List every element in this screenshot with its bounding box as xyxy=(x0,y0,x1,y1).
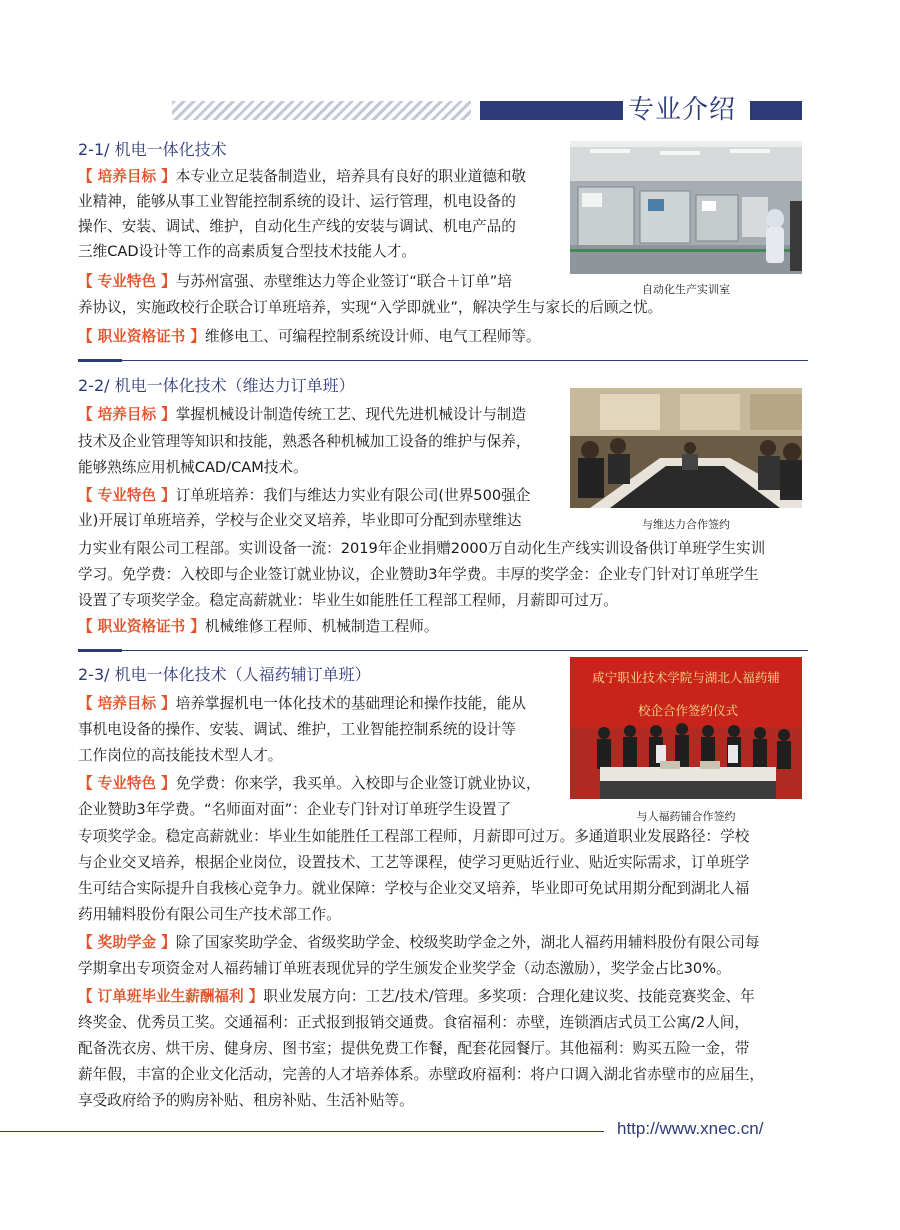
paragraph-line: 业)开展订单班培养，学校与企业交叉培养，毕业即可分配到赤壁维达 xyxy=(78,512,522,529)
paragraph-line: 【 专业特色 】免学费：你来学，我买单。入校即与企业签订就业协议， xyxy=(78,775,541,792)
banner-text-2: 校企合作签约仪式 xyxy=(637,703,739,718)
tag-label: 【 培养目标 】 xyxy=(78,168,176,185)
paragraph-line: 配备洗衣房、烘干房、健身房、图书室；提供免费工作餐，配套花园餐厅。其他福利：购买五险一金，带 xyxy=(78,1040,750,1057)
paragraph-line: 【 专业特色 】与苏州富强、赤壁维达力等企业签订“联合＋订单”培 xyxy=(78,273,512,290)
paragraph-line: 专项奖学金。稳定高薪就业：毕业生如能胜任工程部工程师，月薪即可过万。多通道职业发展路径：学校 xyxy=(78,828,750,845)
photo-caption: 与维达力合作签约 xyxy=(642,518,730,531)
paragraph-line: 设置了专项奖学金。稳定高薪就业：毕业生如能胜任工程部工程师，月薪即可过万。 xyxy=(78,592,618,609)
paragraph-line: 技术及企业管理等知识和技能，熟悉各种机械加工设备的维护与保养， xyxy=(78,433,531,450)
paragraph-line: 【 职业资格证书 】机械维修工程师、机械制造工程师。 xyxy=(78,618,439,635)
section-photo-training-room xyxy=(570,141,802,274)
paragraph-line: 业精神，能够从事工业智能控制系统的设计、运行管理，机电设备的 xyxy=(78,193,516,210)
section-divider xyxy=(78,360,808,361)
section-photo-signing xyxy=(570,388,802,508)
paragraph-line: 工作岗位的高技能技术型人才。 xyxy=(78,747,283,764)
photo-caption: 自动化生产实训室 xyxy=(642,283,730,296)
paragraph-line: 【 职业资格证书 】维修电工、可编程控制系统设计师、电气工程师等。 xyxy=(78,328,541,345)
tag-label: 【 培养目标 】 xyxy=(78,695,176,712)
section-divider-accent xyxy=(78,649,122,652)
paragraph-line: 三维CAD设计等工作的高素质复合型技术技能人才。 xyxy=(78,243,416,260)
paragraph-line: 生可结合实际提升自我核心竞争力。就业保障：学校与企业交叉培养，毕业即可免试用期分配到湖北人福 xyxy=(78,880,750,897)
paragraph-line: 养协议，实施政校行企联合订单班培养，实现“入学即就业”，解决学生与家长的后顾之忧。 xyxy=(78,299,663,316)
tag-label: 【 职业资格证书 】 xyxy=(78,618,205,635)
header-bar-left xyxy=(480,101,623,120)
footer-line xyxy=(0,1131,604,1132)
header-bar-right xyxy=(750,101,802,120)
paragraph-line: 与企业交叉培养，根据企业岗位，设置技术、工艺等课程，使学习更贴近行业、贴近实际需求，订单班学 xyxy=(78,854,750,871)
paragraph-line: 力实业有限公司工程部。实训设备一流：2019年企业捐赠2000万自动化生产线实训设备供订单班学生实训 xyxy=(78,540,766,557)
header-hatch-decoration xyxy=(172,101,471,120)
section-title: 2-3/ 机电一体化技术（人福药辅订单班） xyxy=(78,665,371,684)
paragraph-line: 操作、安装、调试、维护，自动化生产线的安装与调试、机电产品的 xyxy=(78,218,516,235)
tag-label: 【 专业特色 】 xyxy=(78,775,176,792)
paragraph-line: 【 培养目标 】本专业立足装备制造业，培养具有良好的职业道德和敬 xyxy=(78,168,526,185)
banner-text: 咸宁职业技术学院与湖北人福药辅 xyxy=(592,670,780,685)
paragraph-line: 药用辅料股份有限公司生产技术部工作。 xyxy=(78,906,341,923)
paragraph-line: 学习。免学费：入校即与企业签订就业协议，企业赞助3年学费。丰厚的奖学金：企业专门针对订单班学生 xyxy=(78,566,759,583)
tag-label: 【 专业特色 】 xyxy=(78,273,176,290)
section-divider-accent xyxy=(78,359,122,362)
tag-label: 【 专业特色 】 xyxy=(78,487,176,504)
section-divider xyxy=(78,650,808,651)
tag-label: 【 奖助学金 】 xyxy=(78,934,176,951)
paragraph-line: 【 订单班毕业生薪酬福利 】职业发展方向：工艺/技术/管理。多奖项：合理化建议奖、技能竞赛奖金、年 xyxy=(78,988,755,1005)
paragraph-line: 事机电设备的操作、安装、调试、维护，工业智能控制系统的设计等 xyxy=(78,721,516,738)
paragraph-line: 享受政府给予的购房补贴、租房补贴、生活补贴等。 xyxy=(78,1092,414,1109)
page-title: 专业介绍 xyxy=(628,95,737,125)
tag-label: 【 订单班毕业生薪酬福利 】 xyxy=(78,988,264,1005)
photo-caption: 与人福药铺合作签约 xyxy=(636,810,736,823)
paragraph-line: 【 培养目标 】培养掌握机电一体化技术的基础理论和操作技能，能从 xyxy=(78,695,526,712)
paragraph-line: 企业赞助3年学费。“名师面对面”：企业专门针对订单班学生设置了 xyxy=(78,801,512,818)
paragraph-line: 终奖金、优秀员工奖。交通福利：正式报到报销交通费。食宿福利：赤壁，连锁酒店式员工公寓/2人间， xyxy=(78,1014,749,1031)
paragraph-line: 学期拿出专项资金对人福药辅订单班表现优异的学生颁发企业奖学金（动态激励），奖学金占比30%。 xyxy=(78,960,731,977)
tag-label: 【 职业资格证书 】 xyxy=(78,328,205,345)
section-photo-signing-ceremony xyxy=(570,657,802,799)
footer-url-link[interactable]: http://www.xnec.cn/ xyxy=(617,1119,764,1138)
paragraph-line: 【 培养目标 】掌握机械设计制造传统工艺、现代先进机械设计与制造 xyxy=(78,406,526,423)
paragraph-line: 能够熟练应用机械CAD/CAM技术。 xyxy=(78,459,308,476)
paragraph-line: 【 专业特色 】订单班培养：我们与维达力实业有限公司(世界500强企 xyxy=(78,487,531,504)
section-title: 2-1/ 机电一体化技术 xyxy=(78,140,227,159)
tag-label: 【 培养目标 】 xyxy=(78,406,176,423)
section-title: 2-2/ 机电一体化技术（维达力订单班） xyxy=(78,376,355,395)
paragraph-line: 【 奖助学金 】除了国家奖助学金、省级奖助学金、校级奖助学金之外，湖北人福药用辅料股份有限公司每 xyxy=(78,934,760,951)
paragraph-line: 薪年假，丰富的企业文化活动，完善的人才培养体系。赤壁政府福利：将户口调入湖北省赤壁市的应届生， xyxy=(78,1066,764,1083)
